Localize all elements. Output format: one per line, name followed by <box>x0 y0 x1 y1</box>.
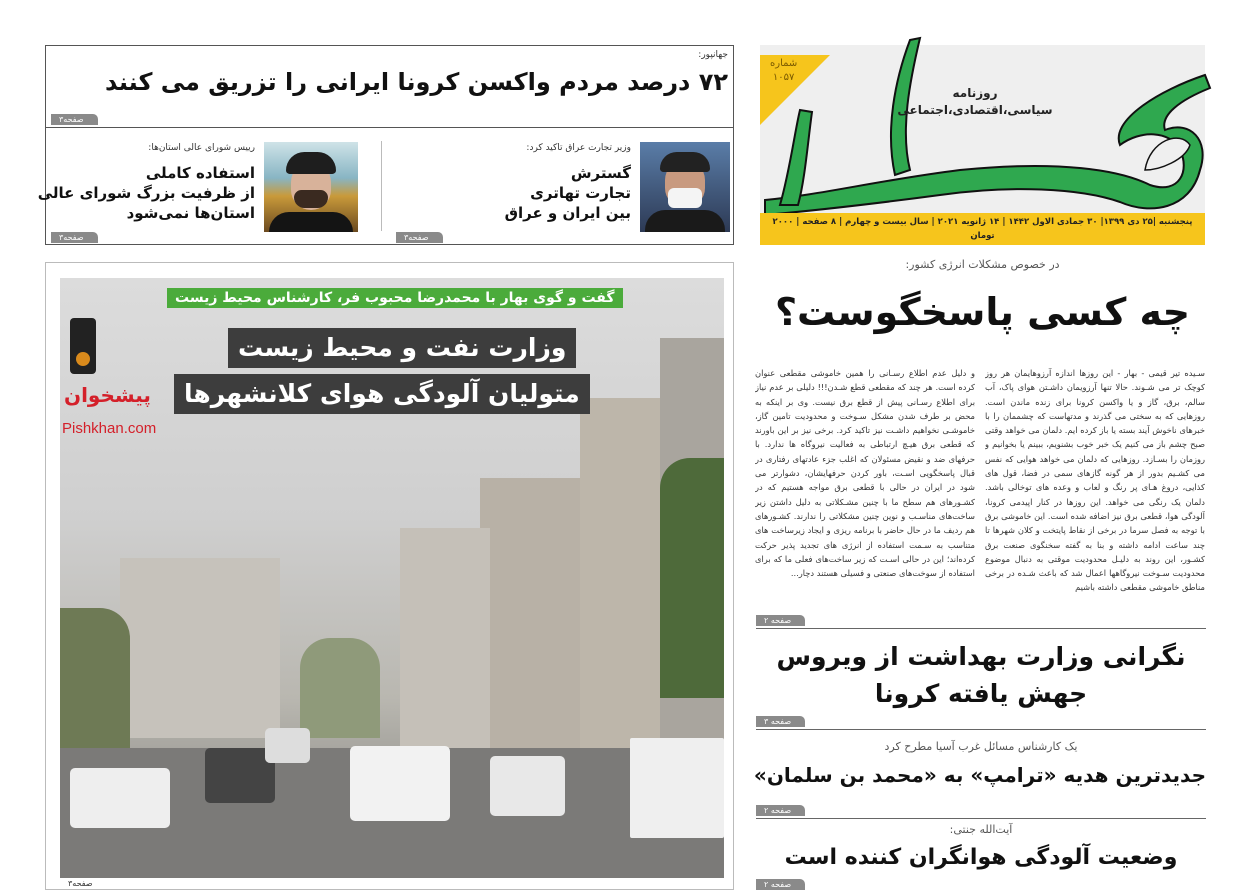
pishkhan-watermark: پیشخوان <box>64 383 151 407</box>
tagline-1: روزنامه <box>952 86 998 100</box>
photo-story-headline-2[interactable]: متولیان آلودگی هوای کلانشهرها <box>174 374 590 414</box>
council-head-photo <box>264 142 358 232</box>
top-story-headline[interactable]: ۷۲ درصد مردم واکسن کرونا ایرانی را تزریق می کنند <box>104 68 728 96</box>
headline-line: بین ایران و عراق <box>504 204 631 222</box>
item-kicker: وزیر تجارت عراق تاکید کرد: <box>526 143 631 153</box>
divider <box>381 141 382 231</box>
top-news-box <box>37 45 734 245</box>
page-ref[interactable]: صفحه۳ <box>51 232 98 243</box>
dateline: پنجشنبه |۲۵ دی ۱۳۹۹| ۳۰ جمادی الاول ۱۴۴۲ | ۱۴ ژانویه ۲۰۲۱ | سال بیست و چهارم | ۸ صفحه | ۲۰۰۰ تومان <box>760 213 1205 245</box>
lead-column-2: و دلیل عدم اطلاع رسـانی را همین خاموشی مقطعی عنوان کرده است. هر چند که مقطعی قطع شـدن!!! دلیلی بر عدم نیاز برای اطلاع رسـانی پیش از قطع برق نیست. وی بر اینکه به محض بر طرف شدن مشکل سـوخت و محدودیت تامین گاز، خاموشـی نخواهیم داشـت نیز تاکید کرد. برخی نیز بر این باورند که قطعی برق هیـچ ارتباطی به فعالیت نیروگاه ها ندارد. با حرفهای ضد و نقیض مسئولان که اغلب جزء عادتهای رفتاری در قبال پاسخگویی اسـت، باور کردن حرفهایشان، دشوارتر می شود در ایران در حالی با قطعی برق مواجه هستیم که در کشـورهای هم سطح ما با چنین مشـکلاتی به دلیل داشتن زیر ساخت‌های مناسـب و نوین چنین مشکلاتی را ندارند. کشـورهای هم ردیف ما در حال حاضر با برنامه ریزی و ایجاد زیرساخت های متناسب به سـمت استفاده از انرژی های تجدید پذیر حرکت کرده‌اند؛ این در حالی اسـت که زیر ساخت‌های فعلی ما که برای استفاده از سوخت‌های صنعتی و فسیلی هستند دچار... <box>755 368 975 579</box>
story-headline[interactable]: وضعیت آلودگی هوانگران کننده است <box>784 845 1178 870</box>
story-headline-line: جهش یافته کرونا <box>874 679 1088 708</box>
issue-label: شماره <box>770 58 798 69</box>
pishkhan-url: Pishkhan.com <box>62 420 157 437</box>
page-ref[interactable]: صفحه ۲ <box>756 879 805 890</box>
top-story-kicker: جهانپور: <box>698 50 728 60</box>
polluted-city-photo <box>60 278 724 878</box>
page-ref[interactable]: صفحه۳ <box>396 232 443 243</box>
tagline-2: سیاسی،اقتصادی،اجتماعی <box>897 103 1053 117</box>
page-ref[interactable]: صفحه۳ <box>51 114 98 125</box>
page-ref[interactable]: صفحه ۲ <box>756 615 805 626</box>
story-headline[interactable]: جدیدترین هدیه «ترامپ» به «محمد بن سلمان» <box>753 763 1206 787</box>
story-headline-line: نگرانی وزارت بهداشت از ویروس <box>776 642 1186 671</box>
story-headline[interactable] <box>756 638 1206 712</box>
tagline <box>870 85 1080 119</box>
bahar-logo <box>760 20 1220 230</box>
item-headline[interactable] <box>505 163 631 223</box>
lead-headline[interactable]: چه کسی پاسخگوست؟ <box>775 290 1190 334</box>
masthead <box>760 45 1205 245</box>
issue-value: ۱۰۵۷ <box>772 72 795 83</box>
page-ref[interactable]: صفحه۳ <box>60 878 107 889</box>
headline-line: استان‌ها نمی‌شود <box>126 204 255 222</box>
issue-number <box>770 57 797 85</box>
photo-story-kicker: گفت و گوی بهار با محمدرضا محبوب فر، کارشناس محیط زیست <box>167 288 623 308</box>
headline-line: تجارت تهاتری <box>530 184 631 202</box>
item-headline[interactable] <box>38 163 255 223</box>
story-kicker: یک کارشناس مسائل غرب آسیا مطرح کرد <box>884 740 1078 753</box>
lead-kicker: در خصوص مشکلات انرژی کشور: <box>905 258 1060 271</box>
photo-story-headline-1[interactable]: وزارت نفت و محیط زیست <box>228 328 576 368</box>
page-ref[interactable]: صفحه ۲ <box>756 805 805 816</box>
headline-line: گسترش <box>570 164 631 182</box>
story-kicker: آیت‌الله جنتی: <box>949 823 1013 836</box>
lead-column-1: سـیده تیر قیمی - بهار - این روزها اندازه آرزوهایمان هر روز کوچک تر می شـوند. حالا تنها آرزویمان داشـتن هوای پاک، آب سالم، برق، گاز و یا واکسن کرونا برای زنده ماندن است. روزهایی که به سختی می گذرند و مدتهاست که چشممان را با خبرهای ناخوش آیند بسته یا باز کرده ایم. دلمان می خواهد وقتی صبح چشم باز می کنیم یک خبر خوب بشنویم، ببینم یا بخوانیم و روزمان را بسـازد. روزهایی که دلمان می خواهد هوایی که نفس می کشـیم بدور از هر گونه گازهای سمی در فضا، قول های کذایی، دروغ هـای پر رنگ و لعاب و وعده های توخالی باشد. دلمان یک رنگی می خواهد. این روزها در کنار اپیدمی کرونا، آلودگی هوا، قطعی برق نیز اضافه شده است. این خاموشی برق با توجه به فصل سرما در برخی از نقاط پایتخت و کلان شهرها تا چند ساعت ادامه داشته و بنا به گفته سخنگوی صنعت برق کشـور، این روند به دلیـل محدودیت موقتی به دنبال موضوع محدودیت سـوخت نیروگاهها اعمال شد که باعث شـده در برخی مناطق خاموشی مقطعی داشته باشیم <box>985 368 1205 593</box>
minister-photo <box>640 142 730 232</box>
headline-line: از ظرفیت بزرگ شورای عالی <box>37 184 255 202</box>
page-ref[interactable]: صفحه ۳ <box>756 716 805 727</box>
headline-line: استفاده کاملی <box>145 164 255 182</box>
item-kicker: رییس شورای عالی استان‌ها: <box>148 143 255 153</box>
